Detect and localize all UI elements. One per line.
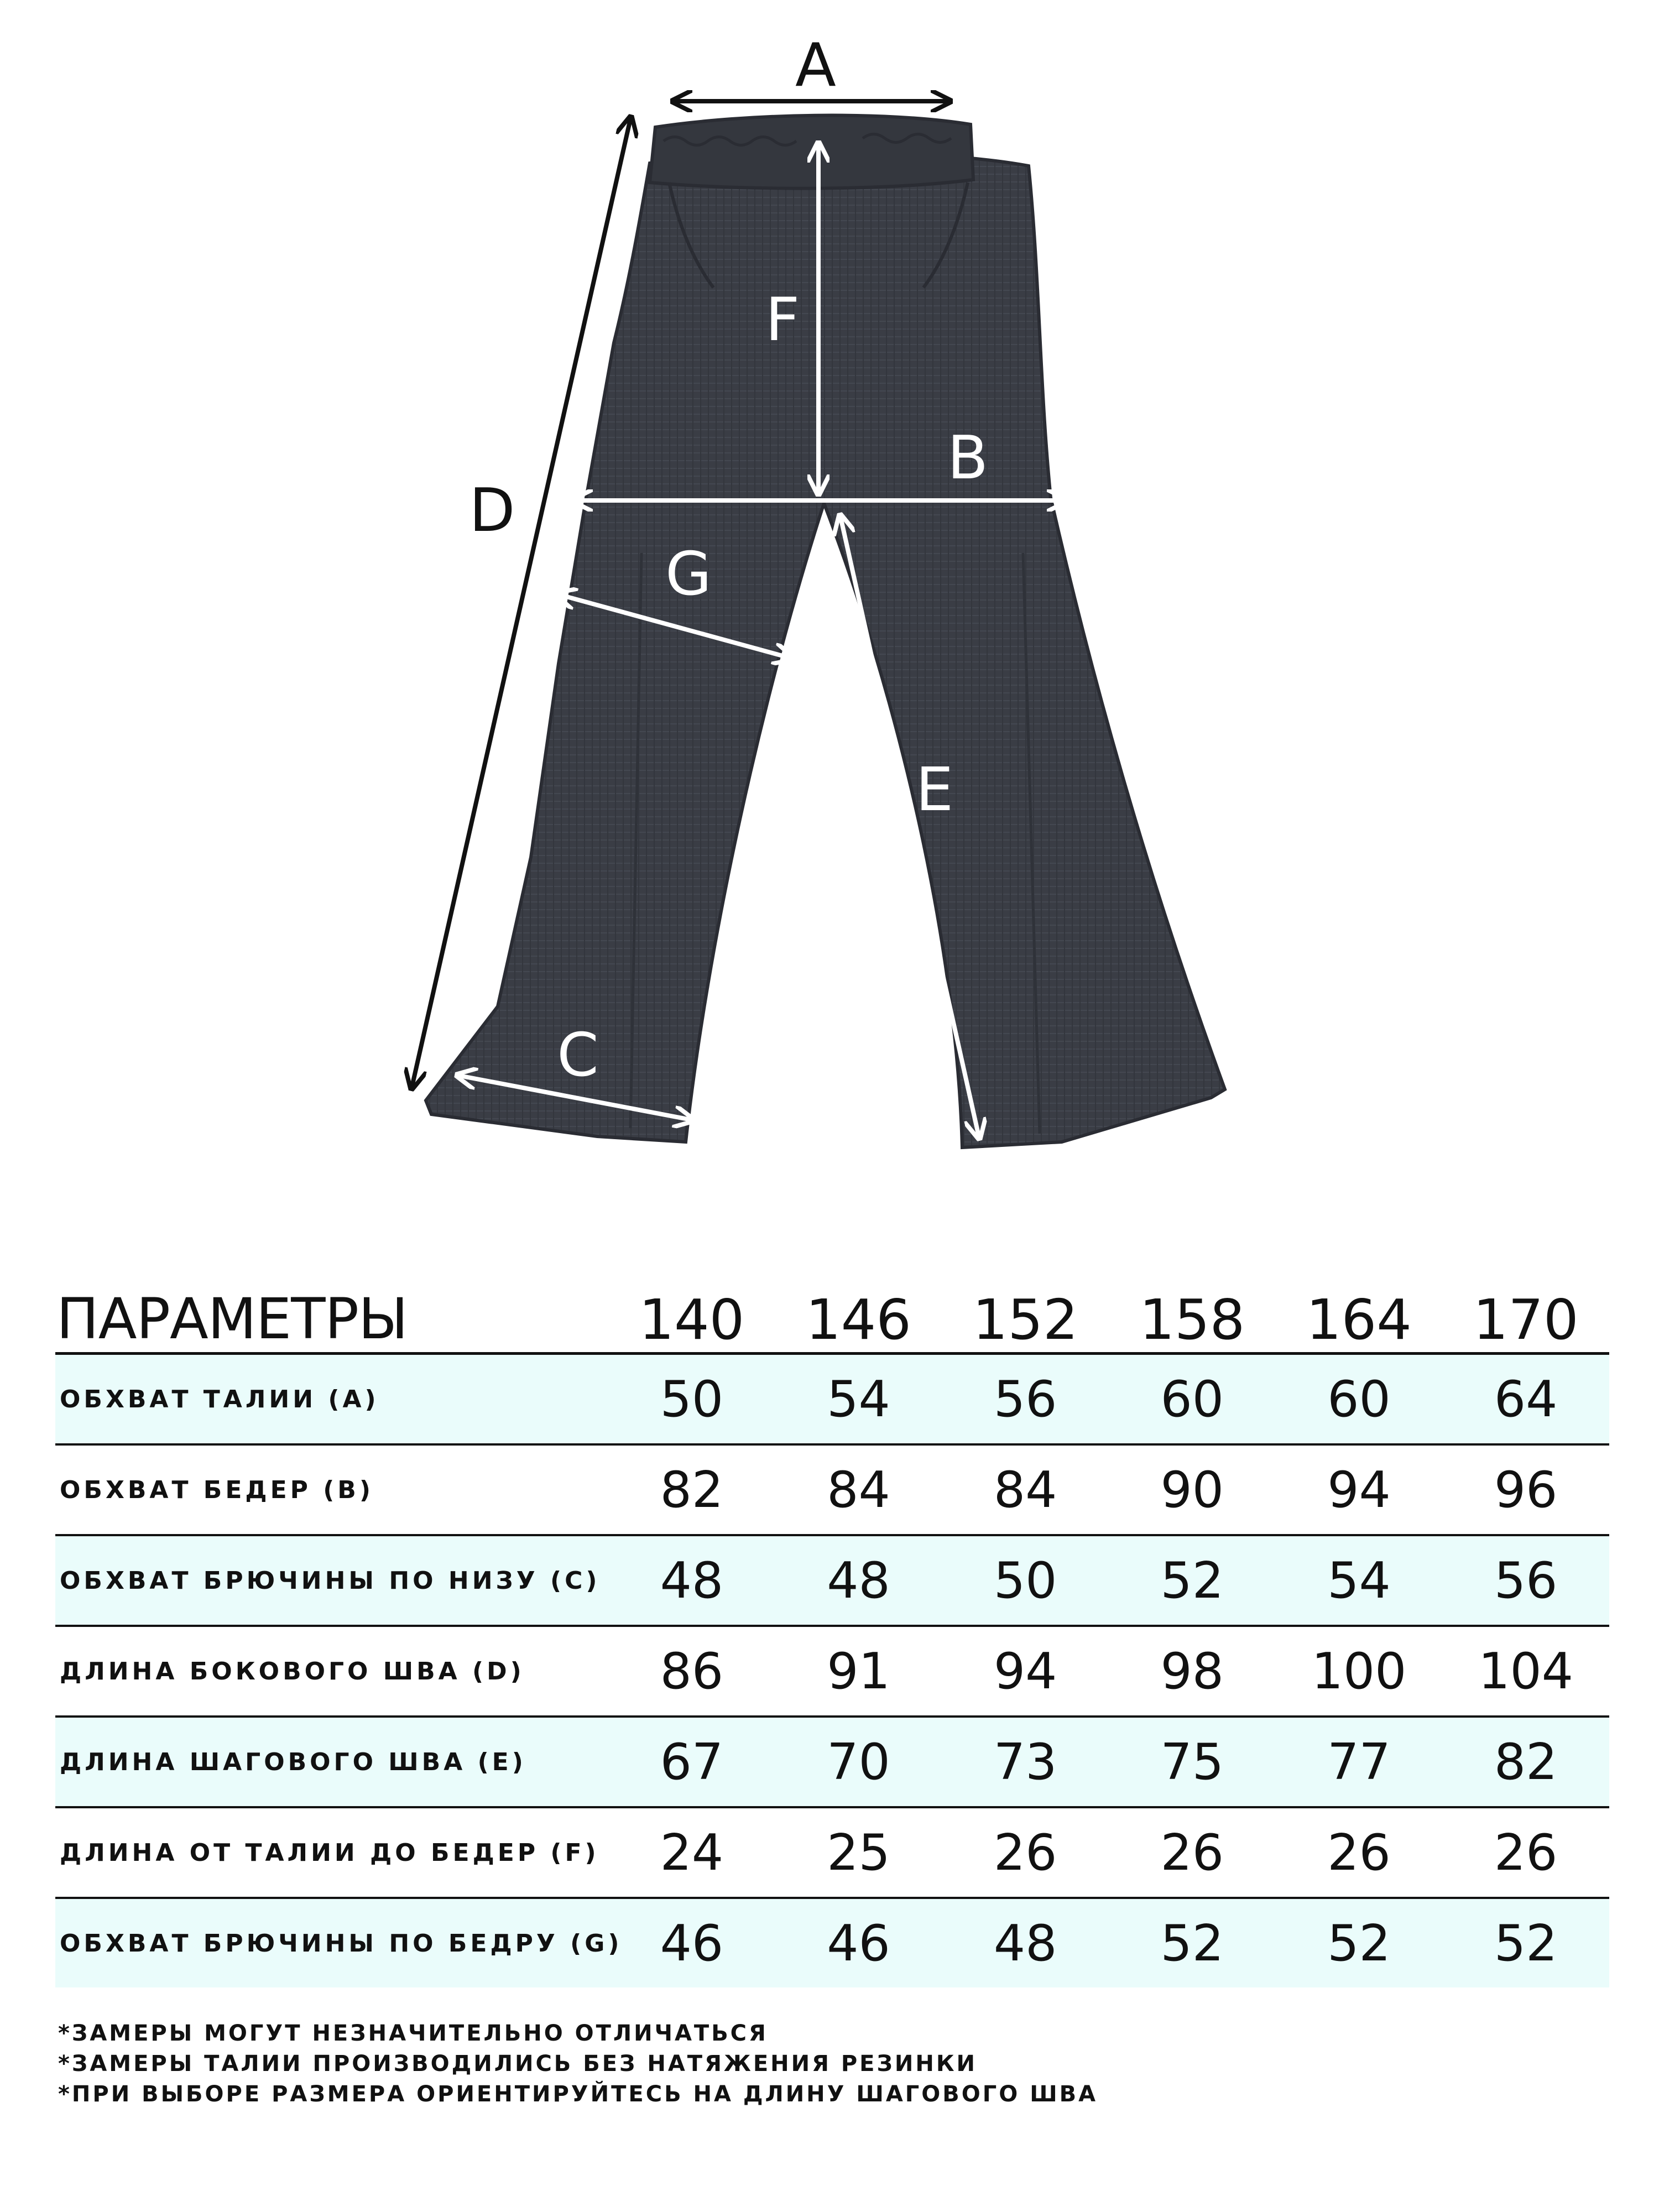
param-value: 73 bbox=[993, 1733, 1057, 1791]
table-row bbox=[55, 1536, 1609, 1627]
param-value: 70 bbox=[827, 1733, 890, 1791]
param-value: 82 bbox=[1494, 1733, 1558, 1791]
param-value: 90 bbox=[1160, 1460, 1224, 1519]
param-value: 100 bbox=[1311, 1642, 1407, 1700]
param-value: 56 bbox=[1494, 1551, 1558, 1610]
param-value: 56 bbox=[993, 1370, 1057, 1428]
param-value: 82 bbox=[660, 1460, 724, 1519]
footnote: *ЗАМЕРЫ МОГУТ НЕЗНАЧИТЕЛЬНО ОТЛИЧАТЬСЯ bbox=[58, 2021, 768, 2046]
param-name: ОБХВАТ ТАЛИИ (A) bbox=[60, 1385, 379, 1413]
footnote: *ПРИ ВЫБОРЕ РАЗМЕРА ОРИЕНТИРУЙТЕСЬ НА ДЛИНУ ШАГОВОГО ШВА bbox=[58, 2081, 1098, 2107]
param-name: ДЛИНА ШАГОВОГО ШВА (E) bbox=[60, 1747, 526, 1776]
size-header: 164 bbox=[1306, 1287, 1412, 1352]
table-header bbox=[55, 1266, 1609, 1355]
param-name: ОБХВАТ БРЮЧИНЫ ПО НИЗУ (C) bbox=[60, 1566, 601, 1595]
param-value: 60 bbox=[1327, 1370, 1391, 1428]
label-e: E bbox=[915, 755, 954, 825]
param-value: 98 bbox=[1160, 1642, 1224, 1700]
param-value: 48 bbox=[660, 1551, 724, 1610]
param-value: 94 bbox=[1327, 1460, 1391, 1519]
param-value: 94 bbox=[993, 1642, 1057, 1700]
size-header: 152 bbox=[972, 1287, 1078, 1352]
param-value: 86 bbox=[660, 1642, 724, 1700]
size-table bbox=[55, 1266, 1609, 1987]
label-b: B bbox=[947, 424, 989, 493]
footnotes bbox=[58, 2018, 1098, 2110]
waistband bbox=[650, 116, 973, 189]
param-value: 48 bbox=[993, 1914, 1057, 1973]
param-value: 54 bbox=[1327, 1551, 1391, 1610]
footnote: *ЗАМЕРЫ ТАЛИИ ПРОИЗВОДИЛИСЬ БЕЗ НАТЯЖЕНИЯ РЕЗИНКИ bbox=[58, 2051, 978, 2077]
param-value: 48 bbox=[827, 1551, 890, 1610]
param-value: 50 bbox=[660, 1370, 724, 1428]
param-value: 24 bbox=[660, 1823, 724, 1882]
label-c: C bbox=[557, 1021, 599, 1090]
table-row bbox=[55, 1718, 1609, 1808]
param-value: 91 bbox=[827, 1642, 890, 1700]
param-value: 75 bbox=[1160, 1733, 1224, 1791]
param-name: ДЛИНА ОТ ТАЛИИ ДО БЕДЕР (F) bbox=[60, 1838, 599, 1867]
param-value: 26 bbox=[1327, 1823, 1391, 1882]
param-value: 52 bbox=[1160, 1551, 1224, 1610]
label-a: A bbox=[795, 31, 836, 100]
param-value: 84 bbox=[993, 1460, 1057, 1519]
table-row bbox=[55, 1446, 1609, 1536]
param-value: 54 bbox=[827, 1370, 890, 1428]
param-value: 104 bbox=[1478, 1642, 1574, 1700]
size-header: 146 bbox=[806, 1287, 911, 1352]
param-value: 26 bbox=[1494, 1823, 1558, 1882]
param-value: 46 bbox=[660, 1914, 724, 1973]
param-value: 67 bbox=[660, 1733, 724, 1791]
table-title: ПАРАМЕТРЫ bbox=[56, 1286, 408, 1352]
param-value: 77 bbox=[1327, 1733, 1391, 1791]
param-value: 46 bbox=[827, 1914, 890, 1973]
param-name: ОБХВАТ БРЮЧИНЫ ПО БЕДРУ (G) bbox=[60, 1929, 623, 1958]
table-row bbox=[55, 1355, 1609, 1446]
label-d: D bbox=[469, 476, 515, 545]
param-value: 84 bbox=[827, 1460, 890, 1519]
param-value: 96 bbox=[1494, 1460, 1558, 1519]
size-header: 140 bbox=[639, 1287, 745, 1352]
size-header: 158 bbox=[1139, 1287, 1245, 1352]
param-value: 50 bbox=[993, 1551, 1057, 1610]
size-header: 170 bbox=[1473, 1287, 1579, 1352]
param-value: 26 bbox=[1160, 1823, 1224, 1882]
param-value: 52 bbox=[1160, 1914, 1224, 1973]
param-value: 52 bbox=[1494, 1914, 1558, 1973]
param-name: ДЛИНА БОКОВОГО ШВА (D) bbox=[60, 1657, 525, 1686]
label-g: G bbox=[665, 540, 712, 609]
trousers-shape bbox=[426, 116, 1225, 1147]
param-name: ОБХВАТ БЕДЕР (B) bbox=[60, 1475, 374, 1504]
param-value: 52 bbox=[1327, 1914, 1391, 1973]
param-value: 25 bbox=[827, 1823, 890, 1882]
param-value: 60 bbox=[1160, 1370, 1224, 1428]
param-value: 26 bbox=[993, 1823, 1057, 1882]
table-row bbox=[55, 1899, 1609, 1987]
table-row bbox=[55, 1808, 1609, 1899]
table-row bbox=[55, 1627, 1609, 1718]
label-f: F bbox=[765, 285, 800, 354]
trousers-body bbox=[426, 153, 1225, 1147]
param-value: 64 bbox=[1494, 1370, 1558, 1428]
